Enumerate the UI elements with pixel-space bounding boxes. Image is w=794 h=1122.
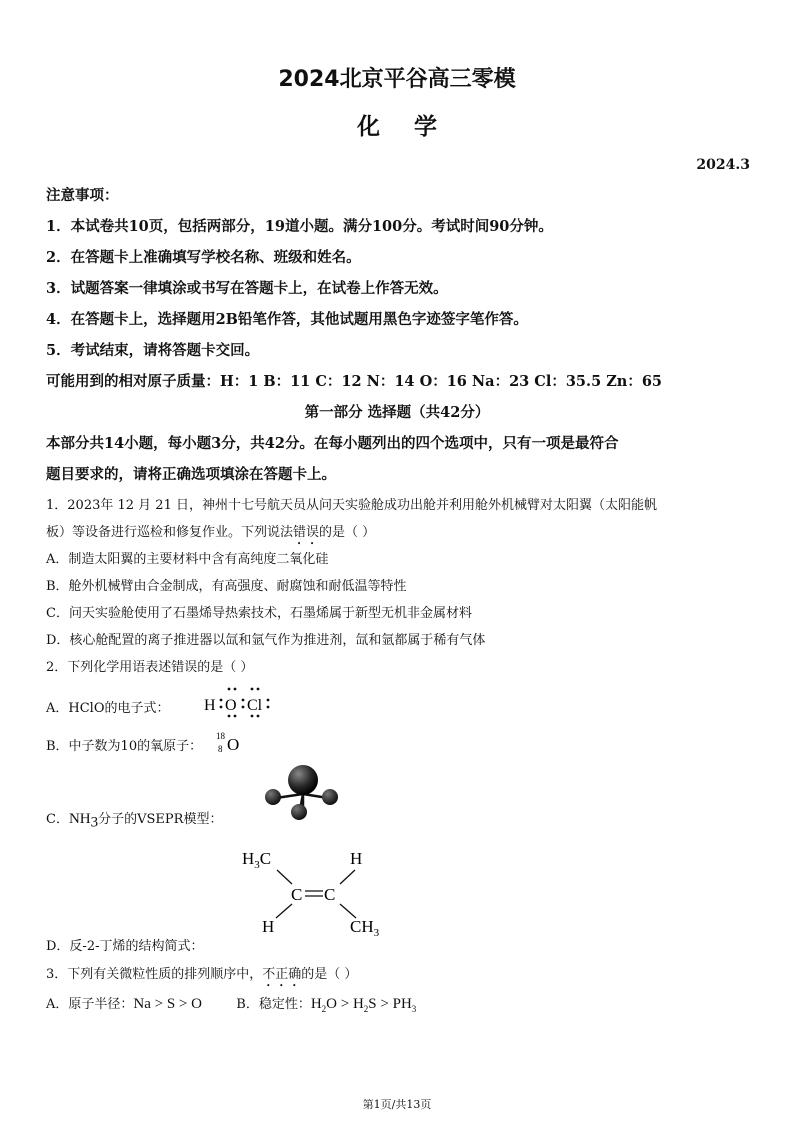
q1-option-d: D．核心舱配置的离子推进器以氙和氩气作为推进剂，氙和氩都属于稀有气体	[46, 633, 486, 648]
q2-option-c-label: 分子的VSEPR模型：	[98, 812, 223, 827]
q3-option-b-formula: $H_2O > H_2S > PH_3$	[310, 996, 417, 1014]
q2-option-b	[46, 735, 202, 754]
lone-pair-sphere	[288, 765, 318, 795]
q2-option-a-label: A．HClO的电子式：	[46, 701, 170, 716]
notice-heading: 注意事项：	[46, 187, 119, 204]
struct-c2: C	[324, 885, 336, 904]
notice-item-1: 1．本试卷共10页，包括两部分，19道小题。满分100分。考试时间90分钟。	[46, 218, 553, 235]
q3-option-b-label: B．稳定性：	[236, 997, 311, 1012]
q2-option-a	[46, 697, 170, 716]
q2-option-c	[46, 808, 222, 832]
q2-option-c-formula: NH	[68, 811, 91, 827]
struct-ch3: $CH_3$	[350, 917, 380, 939]
hclo-cl: Cl	[247, 697, 263, 714]
q3-option-a-label: A．原子半径：	[46, 997, 134, 1012]
subject-title: 化学	[357, 114, 471, 140]
h-atom-bottom	[291, 804, 307, 820]
isotope-number: 8	[218, 744, 223, 754]
notice-item-5: 5．考试结束，请将答题卡交回。	[46, 342, 260, 359]
q2-option-c-sub: 3	[90, 814, 99, 831]
q3-stem-pre: 3．下列有关微粒性质的排列顺序中，	[46, 967, 263, 982]
isotope-symbol: O	[227, 735, 240, 754]
q3-stem-post: 的是（ ）	[301, 967, 358, 982]
q1-option-b: B．舱外机械臂由合金制成，有高强度、耐腐蚀和耐低温等特性	[46, 579, 407, 594]
q1-option-a: A．制造太阳翼的主要材料中含有高纯度二氧化硅	[46, 552, 329, 567]
struct-h-top-right: H	[350, 849, 363, 868]
part1-intro-line1: 本部分共14小题，每小题3分，共42分。在每小题列出的四个选项中，只有一项是最符合	[46, 435, 619, 452]
part1-heading: 第一部分 选择题（共42分）	[304, 404, 490, 421]
q1-stem-line2	[46, 521, 375, 548]
notice-item-4: 4．在答题卡上，选择题用2B铅笔作答，其他试题用黑色字迹签字笔作答。	[46, 311, 528, 328]
hclo-electron-formula	[200, 686, 280, 720]
q3-emphasis: 不正确	[262, 967, 302, 982]
hclo-h: H	[204, 697, 216, 714]
struct-h3c-h: $H_3C$	[242, 849, 272, 871]
trans-2-butene-structure	[238, 842, 388, 942]
h-atom-left	[265, 789, 281, 805]
q1-stem-post: 的是（ ）	[319, 525, 376, 540]
q3-option-a-formula: Na > S > O	[133, 996, 202, 1012]
notice-item-3: 3．试题答案一律填涂或书写在答题卡上，在试卷上作答无效。	[46, 280, 448, 297]
q1-option-c: C．问天实验舱使用了石墨烯导热索技术，石墨烯属于新型无机非金属材料	[46, 606, 472, 621]
q1-stem-pre: 板）等设备进行巡检和修复作业。下列说法	[46, 525, 294, 540]
notice-item-2: 2．在答题卡上准确填写学校名称、班级和姓名。	[46, 249, 361, 266]
q2-option-c-prefix: C．	[46, 812, 69, 827]
q3-options-row	[46, 993, 416, 1014]
part1-intro-line2: 题目要求的，请将正确选项填涂在答题卡上。	[46, 466, 336, 483]
page-footer: 第1页/共13页	[362, 1098, 432, 1111]
vsepr-model-image	[258, 762, 348, 824]
q3-stem	[46, 963, 357, 990]
struct-h-bottom-left: H	[262, 917, 275, 936]
oxygen-isotope-symbol	[214, 728, 254, 756]
isotope-mass: 18	[216, 731, 225, 741]
atomic-masses: 可能用到的相对原子质量：H：1 B：11 C：12 N：14 O：16 Na：23 Cl：35.5 Zn：65	[46, 373, 663, 390]
hclo-o: O	[225, 697, 237, 714]
q1-stem-line1: 1．2023年 12 月 21 日，神州十七号航天员从问天实验舱成功出舱并利用舱外机械臂对太阳翼（太阳能帆	[46, 498, 657, 513]
h-atom-right	[322, 789, 338, 805]
q2-option-d-label: D．反-2-丁烯的结构简式：	[46, 939, 204, 954]
page-title: 2024北京平谷高三零模	[278, 67, 516, 92]
q2-option-b-label: B．中子数为10的氧原子：	[46, 739, 203, 754]
exam-date: 2024.3	[696, 157, 750, 173]
struct-c1: C	[291, 885, 303, 904]
q2-option-d	[46, 935, 203, 954]
q1-emphasis: 错误	[293, 525, 320, 540]
q2-stem: 2．下列化学用语表述错误的是（ ）	[46, 660, 254, 675]
